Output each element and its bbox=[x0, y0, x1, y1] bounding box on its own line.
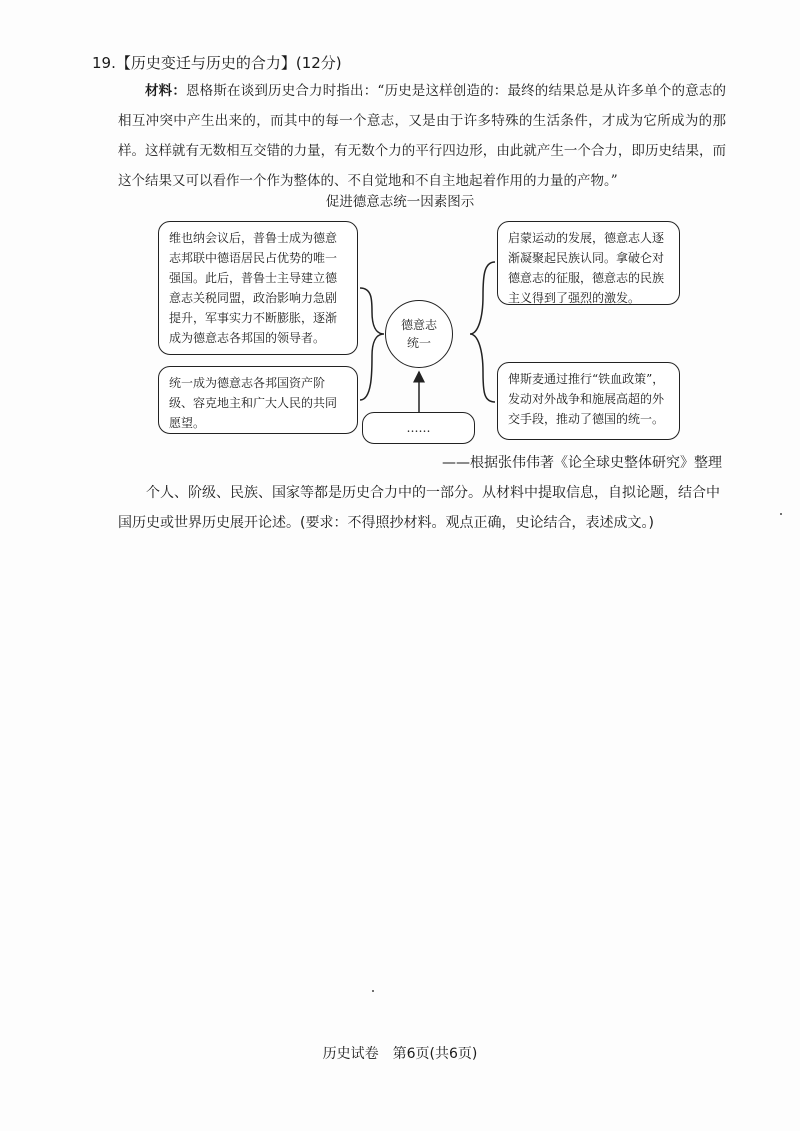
right-brace bbox=[470, 262, 495, 402]
page-footer: 历史试卷 第6页(共6页) bbox=[322, 1046, 478, 1062]
question-number: 19. bbox=[92, 54, 116, 72]
material-paragraph bbox=[118, 76, 726, 196]
left-brace bbox=[360, 288, 384, 400]
factor-box-prussia: 维也纳会议后，普鲁士成为德意志邦联中德语居民占优势的唯一强国。此后，普鲁士主导建立德意志关税同盟，政治影响力急剧提升，军事实力不断膨胀，逐渐成为德意志各邦国的领导者。 bbox=[158, 221, 358, 355]
factor-box-nationalism: 启蒙运动的发展，德意志人逐渐凝聚起民族认同。拿破仑对德意志的征服，德意志的民族主义得到了强烈的激发。 bbox=[497, 221, 680, 305]
factor-box-common-wish: 统一成为德意志各邦国资产阶级、容克地主和广大人民的共同愿望。 bbox=[158, 366, 358, 434]
center-line-1: 德意志 bbox=[400, 318, 437, 332]
scan-speck bbox=[372, 990, 374, 992]
center-line-2: 统一 bbox=[406, 336, 431, 350]
factor-box-bismarck: 俾斯麦通过推行“铁血政策”，发动对外战争和施展高超的外交手段，推动了德国的统一。 bbox=[497, 362, 680, 440]
diagram-title: 促进德意志统一因素图示 bbox=[325, 194, 475, 210]
task-text: 个人、阶级、民族、国家等都是历史合力中的一部分。从材料中提取信息，自拟论题，结合中国历史或世界历史展开论述。(要求：不得照抄材料。观点正确，史论结合，表述成文。) bbox=[118, 485, 720, 531]
factor-box-ellipsis: …… bbox=[362, 412, 475, 444]
source-citation: ——根据张伟伟著《论全球史整体研究》整理 bbox=[442, 455, 722, 471]
task-instructions bbox=[118, 478, 730, 538]
material-text: 恩格斯在谈到历史合力时指出：“历史是这样创造的：最终的结果总是从许多单个的意志的相互冲突中产生出来的，而其中的每一个意志，又是由于许多特殊的生活条件，才成为它所成为的那样。这样就有无数相互交错的力量，有无数个力的平行四边形，由此就产生一个合力，即历史结果，而这个结果又可以看作一个作为整体的、不自觉地和不自主地起着作用的力量的产物。” bbox=[118, 83, 727, 189]
question-title: 【历史变迁与历史的合力】(12分) bbox=[115, 54, 342, 72]
scan-speck bbox=[780, 513, 782, 515]
center-unification-node bbox=[385, 300, 453, 368]
question-heading bbox=[92, 52, 342, 73]
material-label: 材料： bbox=[145, 83, 187, 99]
